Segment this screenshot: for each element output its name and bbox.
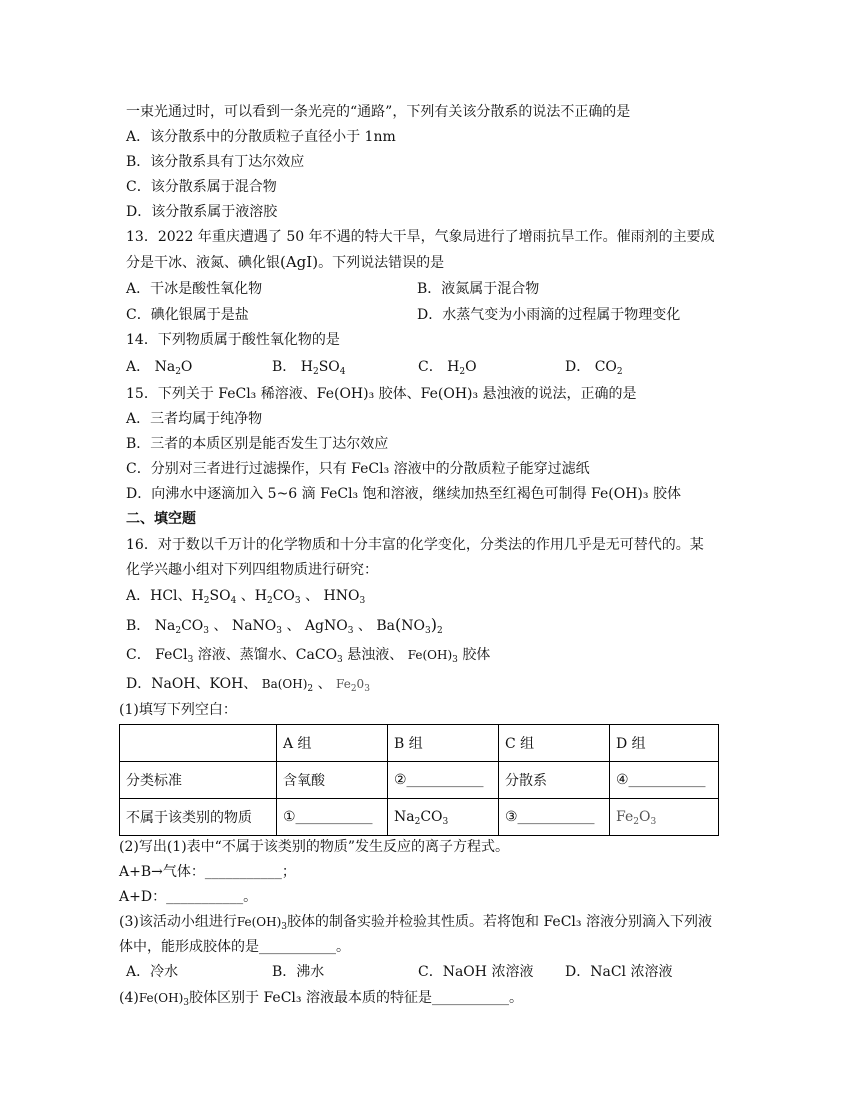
part-2-answer-ad[interactable]: A+D：___________。 xyxy=(119,889,258,905)
q13-option-c: C．碘化银属于是盐 xyxy=(126,307,249,323)
q16-group-b: B． $Na_2CO_3$ 、 NaNO$_3$ 、 AgNO$_3$ 、 $Ba(NO_3)_2$ xyxy=(126,615,443,636)
q13-option-a: A．干冰是酸性氧化物 xyxy=(126,281,263,297)
q13-text-end: 。下列说法错误的是 xyxy=(318,255,445,271)
q14-option-b: B． $H_2SO_4$ xyxy=(272,359,346,377)
q12-option-b: B．该分散系具有丁达尔效应 xyxy=(126,154,305,170)
part-3-stem: (3)该活动小组进行$Fe(OH)_3$胶体的制备实验并检验其性质。若将饱和 FeCl₃ 溶液分别滴入下列液 xyxy=(119,914,712,932)
table-cell: 不属于该类别的物质 xyxy=(120,799,277,836)
table-cell: D 组 xyxy=(610,725,719,762)
p3-option-b: B．沸水 xyxy=(272,964,325,980)
table-cell: 分类标准 xyxy=(120,762,277,799)
question-13-stem: 13．2022 年重庆遭遇了 50 年不遇的特大干旱，气象局进行了增雨抗旱工作。催雨剂的主要成 xyxy=(126,229,715,245)
q15-option-c: C．分别对三者进行过滤操作，只有 FeCl₃ 溶液中的分散质粒子能穿过滤纸 xyxy=(126,461,590,477)
q15-option-a: A．三者均属于纯净物 xyxy=(126,411,263,427)
table-cell: C 组 xyxy=(499,725,610,762)
q14-option-d: D． $CO_2$ xyxy=(565,359,623,377)
q12-option-c: C．该分散系属于混合物 xyxy=(126,179,277,195)
table-cell[interactable]: ②___________ xyxy=(388,762,499,799)
section-2-heading: 二、填空题 xyxy=(126,511,196,527)
table-row xyxy=(120,799,719,836)
table-cell[interactable]: ③___________ xyxy=(499,799,610,836)
q13-agi: (AgI) xyxy=(280,253,319,271)
q16-group-a: A．HCl、$H_2SO_4$ 、$H_2CO_3$ 、 $HNO_3$ xyxy=(126,588,366,606)
q14-option-c: C． $H_2O$ xyxy=(418,359,477,377)
classification-table xyxy=(119,724,719,836)
part-2-stem: (2)写出(1)表中“不属于该类别的物质”发生反应的离子方程式。 xyxy=(119,839,509,855)
q12-option-a: A．该分散系中的分散质粒子直径小于 1nm xyxy=(126,129,396,145)
p3-option-c: C．NaOH 浓溶液 xyxy=(418,964,534,980)
q16-group-c: C． FeCl$_3$ 溶液、蒸馏水、CaCO$_3$ 悬浊液、 $Fe(OH)_3$ 胶体 xyxy=(126,647,491,665)
table-cell: A 组 xyxy=(277,725,388,762)
question-14-stem: 14．下列物质属于酸性氧化物的是 xyxy=(126,332,340,348)
table-cell: $Na_2CO_3$ xyxy=(388,799,499,836)
question-16-stem: 16．对于数以千万计的化学物质和十分丰富的化学变化，分类法的作用几乎是无可替代的。某 xyxy=(126,537,704,553)
q13-text: 分是干冰、液氮、碘化银 xyxy=(126,255,280,271)
part-3-stem-cont: 体中，能形成胶体的是___________。 xyxy=(119,939,350,955)
q16-group-d: D．NaOH、KOH、 $Ba(OH)_2$ 、 $Fe_20_3$ xyxy=(126,676,370,694)
p3-option-a: A．冷水 xyxy=(126,964,179,980)
table-cell: 含氧酸 xyxy=(277,762,388,799)
table-cell: B 组 xyxy=(388,725,499,762)
q15-option-d: D．向沸水中逐滴加入 5~6 滴 FeCl₃ 饱和溶液，继续加热至红褐色可制得 Fe(OH)₃ 胶体 xyxy=(126,486,681,502)
p3-option-d: D．NaCl 浓溶液 xyxy=(565,964,673,980)
table-cell: $Fe_2O_3$ xyxy=(610,799,719,836)
q15-option-b: B．三者的本质区别是能否发生丁达尔效应 xyxy=(126,436,389,452)
part-2-answer-ab[interactable]: A+B→气体：___________； xyxy=(119,864,296,880)
question-15-stem: 15．下列关于 FeCl₃ 稀溶液、Fe(OH)₃ 胶体、Fe(OH)₃ 悬浊液的说法，正确的是 xyxy=(126,386,637,402)
table-row xyxy=(120,762,719,799)
q13-option-b: B．液氮属于混合物 xyxy=(417,281,540,297)
table-cell[interactable]: ④___________ xyxy=(610,762,719,799)
table-cell: 分散系 xyxy=(499,762,610,799)
table-cell xyxy=(120,725,277,762)
q12-option-d: D．该分散系属于液溶胶 xyxy=(126,204,278,220)
question-12-stem: 一束光通过时，可以看到一条光亮的“通路”，下列有关该分散系的说法不正确的是 xyxy=(126,104,631,120)
part-4-stem: $(4)Fe(OH)_3$胶体区别于 FeCl₃ 溶液最本质的特征是___________。 xyxy=(119,990,523,1008)
table-cell[interactable]: ①___________ xyxy=(277,799,388,836)
table-header-row xyxy=(120,725,719,762)
q14-option-a: A． $Na_2O$ xyxy=(126,359,193,377)
part-1-label: (1)填写下列空白： xyxy=(119,702,237,718)
question-16-stem-cont: 化学兴趣小组对下列四组物质进行研究： xyxy=(126,562,378,578)
q13-option-d: D．水蒸气变为小雨滴的过程属于物理变化 xyxy=(417,307,681,323)
question-13-stem-cont xyxy=(126,253,444,272)
